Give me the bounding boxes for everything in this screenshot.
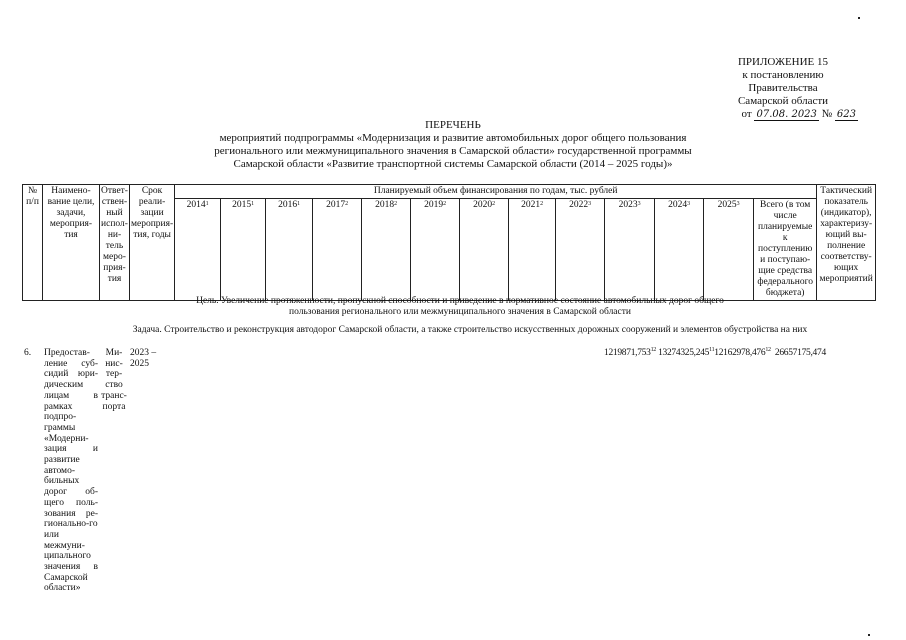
note-2025: 12 bbox=[765, 347, 771, 353]
note-2023: 12 bbox=[650, 347, 656, 353]
heading-title: ПЕРЕЧЕНЬ bbox=[425, 119, 481, 131]
year-header: 2020$^2$ bbox=[460, 199, 509, 301]
row-number: 6. bbox=[24, 348, 32, 358]
header-name: Наимено-вание цели, задачи, мероприя-тия bbox=[43, 185, 100, 301]
appendix-line3: Самарской области bbox=[737, 95, 829, 107]
scan-mark bbox=[868, 634, 870, 636]
date-value: 07.08. 2023 bbox=[756, 109, 817, 120]
date-prefix: от bbox=[741, 108, 752, 120]
row-executor: Ми-нис-тер-ство транс-порта bbox=[101, 348, 127, 412]
goal-line1: Цель. Увеличение протяженности, пропускной способности и приведение в нормативное состояние автомобильных дорог общего bbox=[196, 296, 724, 306]
header-num: № п/п bbox=[23, 185, 43, 301]
task-text: Задача. Строительство и реконструкция автодорог Самарской области, а также строительство искусственных дорожных сооружений и элементов обустройства на них bbox=[132, 325, 808, 335]
appendix-line2: к постановлению Правительства bbox=[742, 69, 824, 94]
value-total: 26657175,474 bbox=[774, 348, 826, 358]
header-period: Срок реали-зации мероприя-тия, годы bbox=[129, 185, 174, 301]
scan-mark bbox=[858, 17, 860, 19]
heading-line3: Самарской области «Развитие транспортной системы Самарской области (2014 – 2025 годы)» bbox=[233, 158, 673, 170]
number-value: 623 bbox=[836, 109, 856, 120]
appendix-title: ПРИЛОЖЕНИЕ 15 bbox=[737, 56, 829, 68]
year-header: 2014$^1$ bbox=[175, 199, 221, 301]
row-period: 2023 – 2025 bbox=[130, 348, 157, 369]
header-plan: Планируемый объем финансирования по годам, тыс. рублей bbox=[175, 185, 817, 199]
year-header: 2016$^1$ bbox=[266, 199, 313, 301]
year-header: 2021$^2$ bbox=[509, 199, 556, 301]
year-header: 2024$^3$ bbox=[655, 199, 704, 301]
header-executor: Ответ-ствен-ный испол-ни-тель меро-прия-тия bbox=[100, 185, 130, 301]
goal-line2: пользования регионального или межмуниципального значения в Самарской области bbox=[289, 307, 631, 317]
value-2024: 13274325,245 bbox=[658, 348, 710, 358]
document-heading bbox=[150, 119, 756, 171]
header-indicator: Тактический показатель (индикатор), характеризу-ющий вы-полнение соответству-ющих мероприятий bbox=[817, 185, 876, 301]
value-2025: 12162978,476 bbox=[714, 348, 766, 358]
year-header: 2018$^2$ bbox=[362, 199, 411, 301]
financing-table bbox=[22, 184, 876, 301]
goal-text bbox=[150, 296, 770, 318]
heading-line1: мероприятий подпрограммы «Модернизация и развитие автомобильных дорог общего пользования bbox=[219, 132, 687, 144]
header-total: Всего (в том числе планируемые к поступлению и поступаю-щие средства федерального бюджета) bbox=[754, 199, 817, 301]
row-values bbox=[604, 348, 826, 358]
year-header: 2025$^3$ bbox=[704, 199, 754, 301]
row-name: Предостав-ление суб-сидий юри-дическим лицам в рамках подпро-граммы «Модерни-зация и развитие автомо-бильных дорог об-щего поль-зования ре-гионально-го или межмуни-ципального значения в Самарской области» bbox=[44, 348, 98, 594]
note-2024: 11 bbox=[709, 347, 715, 353]
heading-line2: регионального или межмуниципального значения в Самарской области» государственной программы bbox=[214, 145, 692, 157]
year-header: 2019$^2$ bbox=[411, 199, 460, 301]
year-header: 2015$^1$ bbox=[221, 199, 266, 301]
appendix-block bbox=[708, 56, 858, 121]
number-prefix: № bbox=[821, 108, 833, 120]
year-header: 2017$^2$ bbox=[313, 199, 362, 301]
year-header: 2022$^3$ bbox=[556, 199, 605, 301]
year-header: 2023$^3$ bbox=[605, 199, 655, 301]
value-2023: 1219871,753 bbox=[604, 348, 651, 358]
